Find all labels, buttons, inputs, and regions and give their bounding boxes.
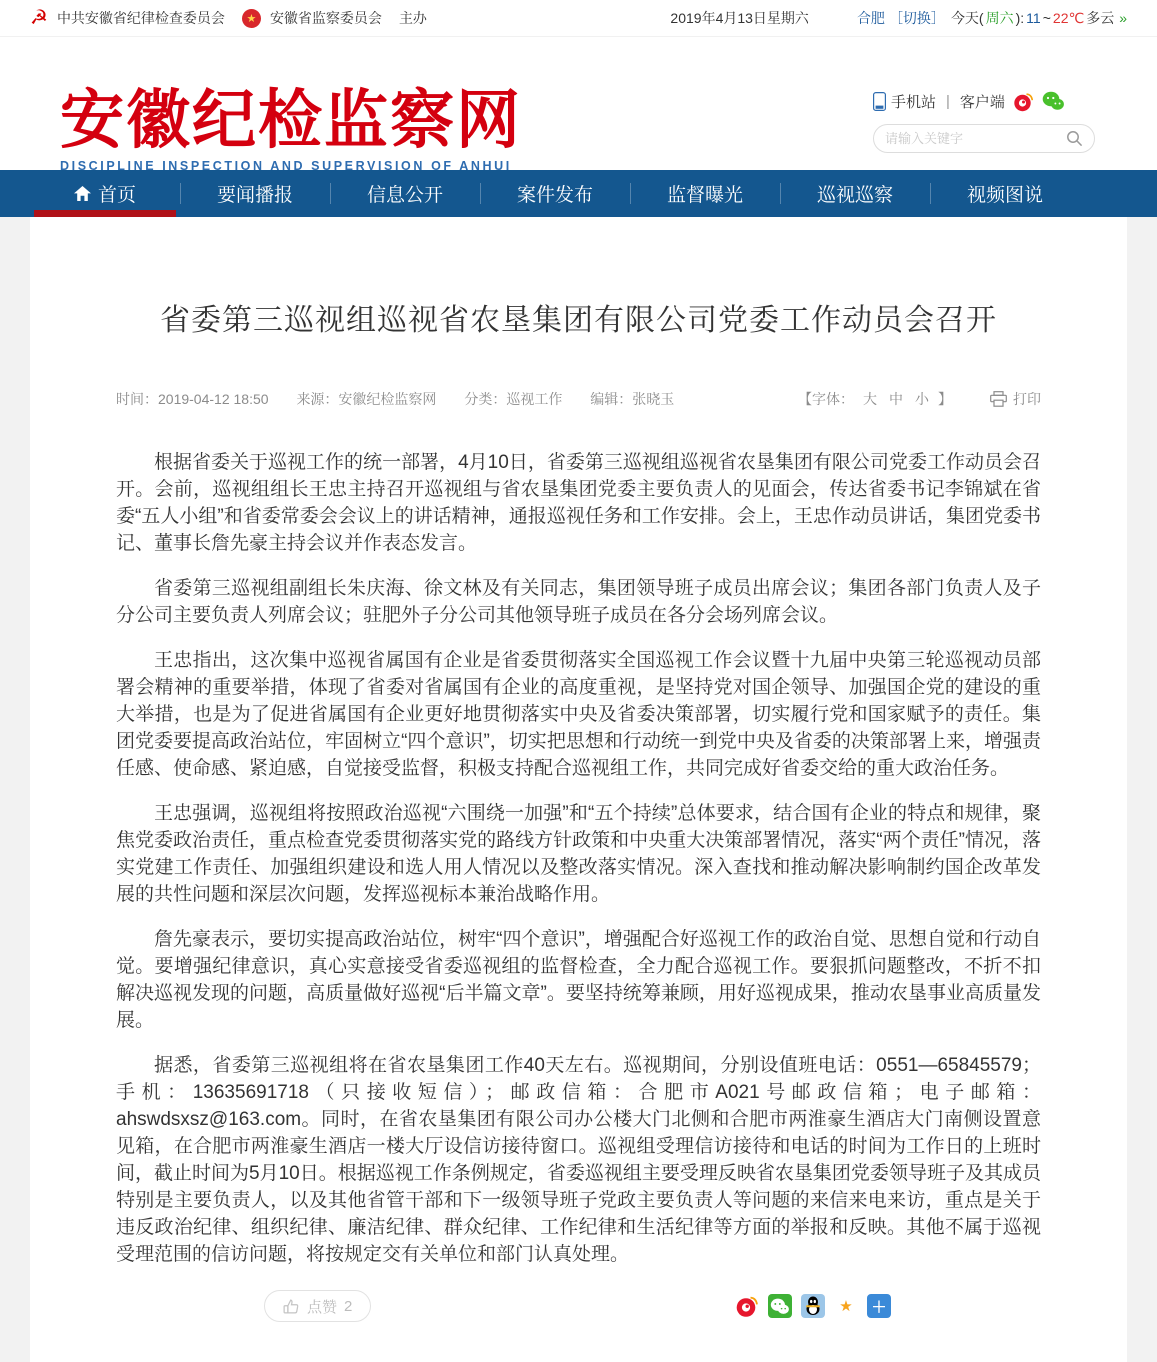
header-tools bbox=[873, 89, 1095, 153]
weather-today-prefix: 今天( bbox=[950, 10, 984, 26]
temp-low: 11 bbox=[1026, 10, 1041, 26]
meta-source: 来源：安徽纪检监察网 bbox=[296, 391, 437, 407]
nav-label-info-disclosure: 信息公开 bbox=[366, 185, 443, 206]
site-title: 安徽纪检监察网 bbox=[60, 85, 522, 156]
article-card bbox=[30, 217, 1127, 1362]
nav-label-inspection: 巡视巡察 bbox=[816, 185, 893, 206]
nav-label-video: 视频图说 bbox=[966, 185, 1043, 206]
temp-tilde: ~ bbox=[1042, 10, 1051, 26]
font-size-medium[interactable]: 中 bbox=[889, 391, 903, 407]
article-footer-row bbox=[116, 1290, 1041, 1322]
article-body bbox=[116, 449, 1041, 1268]
search-input[interactable] bbox=[885, 131, 1066, 146]
client-app-link[interactable]: 客户端 bbox=[959, 93, 1005, 111]
temp-high: 22℃ bbox=[1052, 9, 1085, 26]
font-size-suffix: 】 bbox=[938, 391, 952, 407]
font-size-prefix: 【字体： bbox=[798, 391, 854, 407]
current-date: 2019年4月13日星期六 bbox=[670, 10, 809, 26]
hosting-orgs bbox=[30, 8, 670, 28]
weather-day: 周六 bbox=[985, 10, 1014, 26]
nav-item-news[interactable] bbox=[180, 170, 330, 217]
article-meta-right bbox=[798, 389, 1041, 409]
print-label: 打印 bbox=[1013, 391, 1041, 407]
nav-item-supervision-exposure[interactable] bbox=[630, 170, 780, 217]
wechat-icon[interactable] bbox=[1042, 91, 1065, 111]
article-meta-left bbox=[116, 389, 698, 409]
printer-icon bbox=[990, 391, 1007, 407]
like-label: 点赞 bbox=[307, 1298, 338, 1316]
paragraph: 王忠强调，巡视组将按照政治巡视“六围绕一加强”和“五个持续”总体要求，结合国有企业的特点和规律，聚焦党委政治责任，重点检查党委贯彻落实党的路线方针政策和中央重大决策部署情况，落实“两个责任”情况，落实党建工作责任、加强组织建设和选人用人情况以及整改落实情况。深入查找和推动解决影响制约国企改革发展的共性问题和深层次问题，发挥巡视标本兼治战略作用。 bbox=[116, 803, 1041, 905]
national-emblem-icon: ★ bbox=[242, 9, 261, 28]
city-switch-link[interactable]: ［切换］ bbox=[888, 10, 945, 26]
share-wechat-icon[interactable] bbox=[768, 1294, 792, 1318]
meta-time: 时间：2019-04-12 18:50 bbox=[116, 391, 269, 407]
nav-item-case-release[interactable] bbox=[480, 170, 630, 217]
paragraph: 詹先豪表示，要切实提高政治站位，树牢“四个意识”，增强配合好巡视工作的政治自觉、思想自觉和行动自觉。要增强纪律意识，真心实意接受省委巡视组的监督检查，全力配合巡视工作。要狠抓问题整改，不折不扣解决巡视发现的问题，高质量做好巡视“后半篇文章”。要坚持统筹兼顾，用好巡视成果，推动农垦事业高质量发展。 bbox=[116, 929, 1041, 1031]
paragraph: 据悉，省委第三巡视组将在省农垦集团工作40天左右。巡视期间，分别设值班电话：0551—65845579；手机：13635691718（只接收短信）；邮政信箱：合肥市A021号邮政信箱；电子邮箱：ahswdsxsz@163.com。同时，在省农垦集团有限公司办公楼大门北侧和合肥市两淮豪生酒店大门南侧设置意见箱，在合肥市两淮豪生酒店一楼大厅设信访接待窗口。巡视组受理信访接待和电话的时间为工作日的上班时间，截止时间为5月10日。根据巡视工作条例规定，省委巡视组主要受理反映省农垦集团党委领导班子及其成员特别是主要负责人，以及其他省管干部和下一级领导班子党政主要负责人等问题的来信来电来访，重点是关于违反政治纪律、组织纪律、廉洁纪律、群众纪律、工作纪律和生活纪律等方面的举报和反映。其他不属于巡视受理范围的信访问题，将按规定交有关单位和部门认真处理。 bbox=[116, 1055, 1041, 1265]
header-links-divider: | bbox=[946, 92, 950, 110]
weather-city-link[interactable]: 合肥 bbox=[856, 10, 885, 26]
page-background bbox=[0, 217, 1157, 1362]
thumbs-up-icon bbox=[283, 1298, 300, 1315]
main-nav bbox=[0, 170, 1157, 217]
print-button[interactable] bbox=[990, 389, 1041, 409]
site-logo[interactable] bbox=[60, 87, 522, 173]
search-box bbox=[873, 124, 1095, 153]
weather-widget bbox=[857, 8, 1127, 28]
mobile-phone-icon bbox=[873, 92, 886, 111]
paragraph: 根据省委关于巡视工作的统一部署，4月10日，省委第三巡视组巡视省农垦集团有限公司党委工作动员会召开。会前，巡视组组长王忠主持召开巡视组与省农垦集团党委主要负责人的见面会，传达省委书记李锦斌在省委“五人小组”和省委常委会会议上的讲话精神，通报巡视任务和工作安排。会上，王忠作动员讲话，集团党委书记、董事长詹先豪主持会议并作表态发言。 bbox=[116, 452, 1041, 554]
nav-item-inspection[interactable] bbox=[780, 170, 930, 217]
nav-label-case-release: 案件发布 bbox=[516, 185, 593, 206]
share-more-icon[interactable]: ＋ bbox=[867, 1294, 891, 1318]
hosted-by-label: 主办 bbox=[398, 10, 427, 26]
paragraph: 王忠指出，这次集中巡视省属国有企业是省委贯彻落实全国巡视工作会议暨十九届中央第三轮巡视动员部署会精神的重要举措，体现了省委对省属国有企业的高度重视，是坚持党对国企领导、加强国企党的建设的重大举措，也是为了促进省属国有企业更好地贯彻落实中央及省委决策部署，切实履行党和国家赋予的责任。集团党委要提高政治站位，牢固树立“四个意识”，切实把思想和行动统一到党中央及省委的决策部署上来，增强责任感、使命感、紧迫感，自觉接受监督，积极支持配合巡视组工作，共同完成好省委交给的重大政治任务。 bbox=[116, 650, 1041, 779]
nav-item-video[interactable] bbox=[930, 170, 1080, 217]
share-qq-icon[interactable] bbox=[801, 1294, 825, 1318]
site-header bbox=[0, 37, 1157, 174]
share-bar bbox=[735, 1294, 891, 1318]
weather-condition: 多云 bbox=[1086, 10, 1115, 26]
party-emblem-icon: ☭ bbox=[30, 7, 48, 29]
paragraph: 省委第三巡视组副组长朱庆海、徐文林及有关同志，集团领导班子成员出席会议；集团各部门负责人及子分公司主要负责人列席会议；驻肥外子分公司其他领导班子成员在各分会场列席会议。 bbox=[116, 578, 1041, 626]
nav-item-info-disclosure[interactable] bbox=[330, 170, 480, 217]
org-supervision-committee[interactable]: 安徽省监察委员会 bbox=[269, 10, 382, 26]
search-icon[interactable] bbox=[1066, 130, 1083, 147]
share-weibo-icon[interactable] bbox=[735, 1294, 759, 1318]
nav-label-supervision-exposure: 监督曝光 bbox=[666, 185, 743, 206]
nav-label-news: 要闻播报 bbox=[216, 185, 293, 206]
meta-category: 分类：巡视工作 bbox=[464, 391, 563, 407]
nav-label-home: 首页 bbox=[97, 185, 136, 206]
article-meta bbox=[116, 389, 1041, 409]
like-count: 2 bbox=[344, 1297, 353, 1315]
share-qzone-icon[interactable]: ★ bbox=[834, 1294, 858, 1318]
weather-more-link[interactable]: » bbox=[1119, 10, 1127, 26]
like-button[interactable] bbox=[264, 1290, 371, 1322]
weibo-icon[interactable] bbox=[1013, 91, 1034, 112]
nav-item-home[interactable] bbox=[30, 170, 180, 217]
meta-editor: 编辑：张晓玉 bbox=[590, 391, 675, 407]
org-discipline-committee[interactable]: 中共安徽省纪律检查委员会 bbox=[56, 10, 225, 26]
site-subtitle: DISCIPLINE INSPECTION AND SUPERVISION OF ANHUI bbox=[60, 159, 512, 174]
weather-today-suffix: ): bbox=[1015, 10, 1025, 26]
font-size-large[interactable]: 大 bbox=[863, 391, 877, 407]
article-title: 省委第三巡视组巡视省农垦集团有限公司党委工作动员会召开 bbox=[160, 304, 997, 337]
font-size-small[interactable]: 小 bbox=[915, 391, 929, 407]
mobile-site-label: 手机站 bbox=[891, 93, 937, 111]
mobile-site-link[interactable] bbox=[873, 91, 936, 112]
home-icon bbox=[74, 186, 91, 201]
top-bar bbox=[0, 0, 1157, 37]
